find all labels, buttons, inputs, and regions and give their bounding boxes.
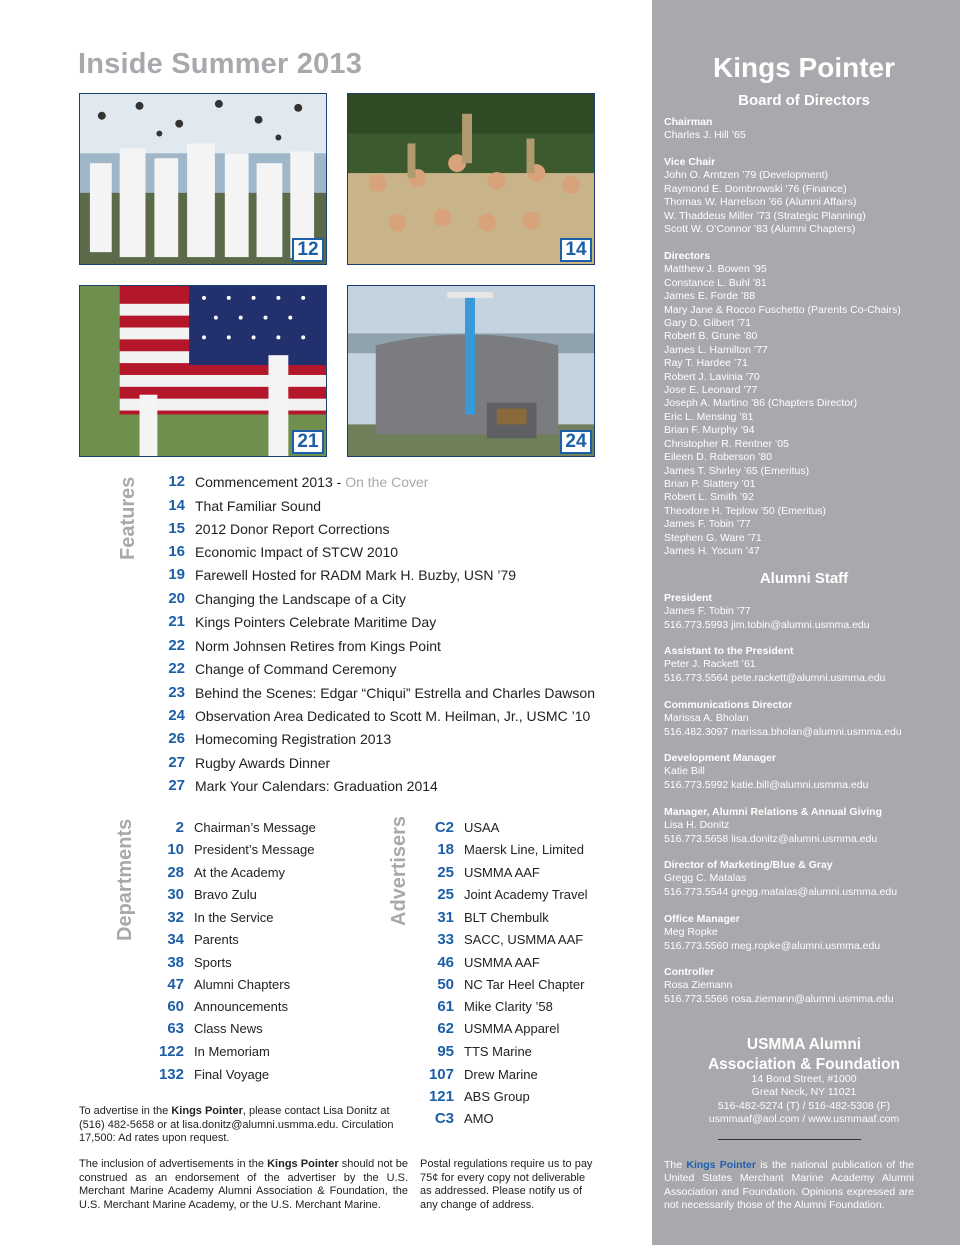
advertiser-name: USMMA AAF xyxy=(464,865,540,880)
advertiser-page: 95 xyxy=(437,1043,454,1060)
department-page: 2 xyxy=(175,819,184,836)
staff-controller: Controller Rosa Ziemann 516.773.5566 rosa.ziemann@alumni.usmma.edu xyxy=(664,966,894,1005)
advertiser-page: 107 xyxy=(428,1066,454,1083)
publication-title: Kings Pointer xyxy=(712,52,895,83)
feature-title: Economic Impact of STCW 2010 xyxy=(195,544,399,560)
advertiser-name: ABS Group xyxy=(464,1089,530,1104)
advertiser-name: NC Tar Heel Chapter xyxy=(464,977,585,992)
feature-page: 22 xyxy=(168,637,185,654)
page-title: Inside Summer 2013 xyxy=(78,48,363,80)
department-title: In the Service xyxy=(194,910,274,925)
advertiser-name: Drew Marine xyxy=(464,1067,538,1082)
staff-title: Alumni Staff xyxy=(759,570,849,587)
feature-page: 19 xyxy=(168,566,185,583)
photo-cheering-group[interactable] xyxy=(347,93,595,265)
board-vice-chair: Vice Chair John O. Arntzen ’79 (Development) Raymond E. Dombrowski ’76 (Finance) Thomas W. Harrelson ’66 (Alumni Affairs) W. Thaddeus Miller ’73 (Strategic Planning) Scott W. O’Connor ’83 (Alumni Chapters) xyxy=(664,156,866,236)
board-directors: Directors Matthew J. Bowen ’95 Constance L. Buhl ’81 James E. Forde ’88 Mary Jane & Rocco Fuschetto (Parents Co-Chairs) Gary D. Gilbert ’71 Robert B. Grune ’80 James L. Hamilton ’77 Ray T. Hardee ’71 Robert J. Lavinia ’70 Jose E. Leonard ’77 Joseph A. Martino ’86 (Chapters Director) Eric L. Mensing ’81 Brian F. Murphy ’94 Christopher R. Rentner ’05 Eileen D. Roberson ’80 James T. Shirley ’65 (Emeritus) Brian P. Slattery ’01 Robert L. Smith ’92 Theodore H. Teplow ’50 (Emeritus) James F. Tobin ’77 Stephen G. Ware ’71 James H. Yocum ’47 xyxy=(664,250,901,557)
photo-flag[interactable] xyxy=(79,285,327,457)
advertiser-name: USMMA AAF xyxy=(464,955,540,970)
feature-page: 21 xyxy=(168,613,185,630)
staff-president: President James F. Tobin ’77 516.773.5993 jim.tobin@alumni.usmma.edu xyxy=(664,592,870,631)
feature-page: 26 xyxy=(168,730,185,747)
contact-links[interactable]: usmmaaf@aol.com / www.usmmaaf.com xyxy=(708,1113,900,1126)
feature-page: 15 xyxy=(168,520,185,537)
commencement-image xyxy=(80,94,326,264)
photo-page-badge: 24 xyxy=(560,430,592,454)
feature-page: 23 xyxy=(168,684,185,701)
staff-communications: Communications Director Marissa A. Bholan 516.482.3097 marissa.bholan@alumni.usmma.edu xyxy=(664,699,902,738)
feature-page: 27 xyxy=(168,777,185,794)
board-title: Board of Directors xyxy=(738,92,870,109)
advertising-contact-note: To advertise in the Kings Pointer, please contact Lisa Donitz at (516) 482-5658 or at lisa.donitz@alumni.usmma.edu. Circulation 17,500: Ad rates upon request. xyxy=(79,1105,394,1144)
department-page: 122 xyxy=(158,1043,184,1060)
department-title: President’s Message xyxy=(194,842,315,857)
advertiser-name: TTS Marine xyxy=(464,1044,532,1059)
department-title: Alumni Chapters xyxy=(194,977,291,992)
endorsement-disclaimer: The inclusion of advertisements in the Kings Pointer should not be construed as an endorsement of the advertiser by the U.S. Merchant Marine Academy Alumni Association & Foundation, the U.S. Merchant Marine Academy, or the U.S. Merchant Marine. xyxy=(79,1158,408,1211)
staff-alumni-relations: Manager, Alumni Relations & Annual Giving Lisa H. Donitz 516.773.5658 lisa.donitz@alumni.usmma.edu xyxy=(664,806,882,845)
staff-assistant: Assistant to the President Peter J. Rackett ’61 516.773.5564 pete.rackett@alumni.usmma.edu xyxy=(664,645,886,684)
feature-page: 14 xyxy=(168,496,185,514)
feature-page: 22 xyxy=(168,660,185,677)
sidebar-divider xyxy=(718,1139,861,1140)
advertiser-name: Mike Clarity ’58 xyxy=(464,999,553,1014)
department-page: 10 xyxy=(167,841,184,858)
departments-section-label: Departments xyxy=(114,818,136,941)
advertiser-page: 61 xyxy=(437,998,454,1015)
department-title: Parents xyxy=(194,932,239,947)
department-page: 32 xyxy=(167,909,184,926)
advertiser-name: Joint Academy Travel xyxy=(464,887,588,902)
feature-title: Commencement 2013 - xyxy=(195,474,346,490)
department-title: Bravo Zulu xyxy=(194,887,257,902)
feature-title: Homecoming Registration 2013 xyxy=(195,731,392,747)
photo-commencement[interactable] xyxy=(79,93,327,265)
department-title: Sports xyxy=(194,955,232,970)
advertiser-name: USAA xyxy=(464,820,500,835)
feature-title: Observation Area Dedicated to Scott M. Heilman, Jr., USMC ’10 xyxy=(195,708,591,724)
advertiser-page: 121 xyxy=(428,1088,454,1105)
advertisers-section-label: Advertisers xyxy=(388,815,410,926)
feature-title: Mark Your Calendars: Graduation 2014 xyxy=(195,778,438,794)
photo-memorial[interactable] xyxy=(347,285,595,457)
feature-page: 27 xyxy=(168,754,185,771)
advertiser-page: C2 xyxy=(434,819,454,836)
department-page: 38 xyxy=(167,954,184,971)
photo-page-badge: 21 xyxy=(292,430,324,454)
feature-title: Norm Johnsen Retires from Kings Point xyxy=(195,638,441,654)
staff-office-manager: Office Manager Meg Ropke 516.773.5560 meg.ropke@alumni.usmma.edu xyxy=(664,913,881,952)
department-title: Class News xyxy=(194,1021,263,1036)
feature-title: Change of Command Ceremony xyxy=(195,661,397,677)
postal-regulations-note: Postal regulations require us to pay 75¢ for every copy not deliverable as addressed. Please notify us of any change of address. xyxy=(420,1158,593,1211)
feature-title: That Familiar Sound xyxy=(195,497,322,514)
department-page: 47 xyxy=(167,976,184,993)
department-title: Final Voyage xyxy=(194,1067,270,1082)
advertiser-page: 33 xyxy=(437,931,454,948)
advertiser-name: AMO xyxy=(464,1111,494,1126)
feature-title: Changing the Landscape of a City xyxy=(195,591,406,607)
cheering-group-image xyxy=(348,94,594,264)
department-title: Chairman’s Message xyxy=(194,820,316,835)
advertiser-page: 50 xyxy=(437,976,454,993)
masthead-sidebar xyxy=(652,0,960,1245)
association-address: 14 Bond Street, #1000 Great Neck, NY 11021 516-482-5274 (T) / 516-482-5308 (F) usmmaaf@aol.com / www.usmmaaf.com xyxy=(666,1073,942,1127)
advertiser-name: USMMA Apparel xyxy=(464,1021,560,1036)
feature-page: 16 xyxy=(168,543,185,560)
publication-name: Kings Pointer xyxy=(171,1105,243,1117)
feature-page: 20 xyxy=(168,590,185,607)
department-page: 34 xyxy=(167,931,184,948)
advertiser-page: 46 xyxy=(437,954,454,971)
photo-page-badge: 14 xyxy=(560,238,592,262)
feature-title: Rugby Awards Dinner xyxy=(195,755,331,771)
feature-page: 12 xyxy=(168,473,185,490)
feature-title-accent: On the Cover xyxy=(345,474,429,490)
staff-marketing: Director of Marketing/Blue & Gray Gregg C. Matalas 516.773.5544 gregg.matalas@alumni.usmma.edu xyxy=(664,859,898,898)
memorial-image xyxy=(348,286,594,456)
department-page: 132 xyxy=(158,1066,184,1083)
staff-development: Development Manager Katie Bill 516.773.5992 katie.bill@alumni.usmma.edu xyxy=(664,752,869,791)
advertiser-page: 31 xyxy=(437,909,454,926)
publication-name-highlight: Kings Pointer xyxy=(686,1159,756,1171)
feature-title: 2012 Donor Report Corrections xyxy=(195,521,390,537)
department-page: 28 xyxy=(167,864,184,881)
association-title-line1: USMMA Alumni xyxy=(746,1036,862,1053)
advertiser-name: BLT Chembulk xyxy=(464,910,549,925)
advertiser-page: 25 xyxy=(437,864,454,881)
photo-page-badge: 12 xyxy=(292,238,324,262)
feature-title: Farewell Hosted for RADM Mark H. Buzby, USN ’79 xyxy=(195,567,517,583)
flag-image xyxy=(80,286,326,456)
advertiser-page: 18 xyxy=(437,841,454,858)
advertiser-name: Maersk Line, Limited xyxy=(464,842,584,857)
association-title-line2: Association & Foundation xyxy=(707,1056,901,1073)
publication-statement: The Kings Pointer is the national publication of the United States Merchant Marine Academy Alumni Association and Foundation. Opinions expressed are not necessarily those of the Alumni Foundation. xyxy=(664,1159,914,1212)
advertiser-page: C3 xyxy=(434,1110,454,1127)
department-page: 60 xyxy=(167,998,184,1015)
features-section-label: Features xyxy=(117,476,139,560)
department-page: 63 xyxy=(167,1020,184,1037)
feature-page: 24 xyxy=(168,707,185,724)
advertiser-page: 25 xyxy=(437,886,454,903)
publication-name: Kings Pointer xyxy=(267,1158,339,1170)
board-chairman: Chairman Charles J. Hill ’65 xyxy=(664,116,746,142)
feature-title: Behind the Scenes: Edgar “Chiqui” Estrella and Charles Dawson xyxy=(195,685,595,701)
feature-title: Kings Pointers Celebrate Maritime Day xyxy=(195,614,437,630)
department-page: 30 xyxy=(167,886,184,903)
department-title: In Memoriam xyxy=(194,1044,270,1059)
department-title: At the Academy xyxy=(194,865,286,880)
advertiser-page: 62 xyxy=(437,1020,454,1037)
department-title: Announcements xyxy=(194,999,288,1014)
advertiser-name: SACC, USMMA AAF xyxy=(464,932,584,947)
